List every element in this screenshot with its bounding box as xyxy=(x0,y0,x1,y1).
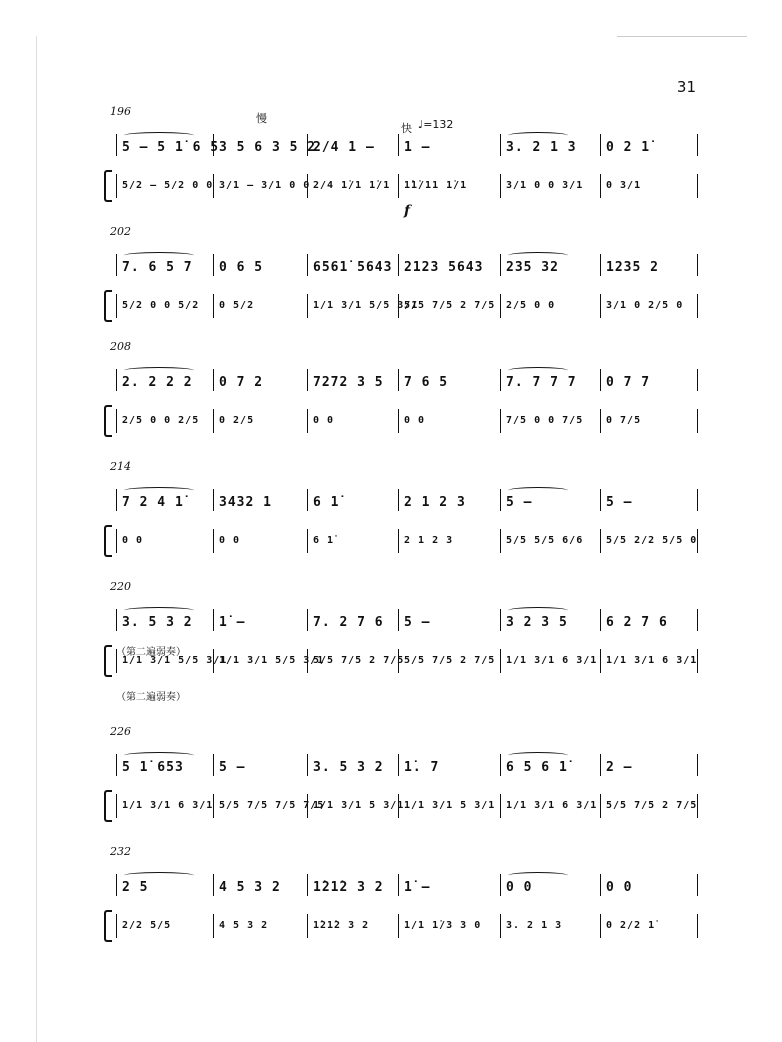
barline xyxy=(500,489,501,511)
dynamic-forte: f xyxy=(404,203,411,219)
lower-measure: 5/5 7/5 2 7/5 xyxy=(606,800,698,811)
upper-measure: 3 2 3 5 xyxy=(506,615,568,630)
barline xyxy=(600,754,601,776)
barline xyxy=(697,609,698,631)
slur xyxy=(124,252,194,259)
barline xyxy=(213,409,214,433)
slur xyxy=(124,487,194,494)
barline xyxy=(600,294,601,318)
lower-measure: 3. 2 1 3 xyxy=(506,920,563,931)
barline xyxy=(600,529,601,553)
barline xyxy=(116,609,117,631)
upper-measure: 7272 3 5 xyxy=(313,375,384,390)
upper-measure: 4 5 3 2 xyxy=(219,880,281,895)
barline xyxy=(213,369,214,391)
lower-measure: 0 7/5 xyxy=(606,415,642,426)
slur xyxy=(508,367,568,374)
barline xyxy=(398,529,399,553)
barline xyxy=(600,874,601,896)
upper-measure: 6561̇ 5643 xyxy=(313,260,393,275)
upper-measure: 5 – xyxy=(219,760,246,775)
lower-measure: 1/1 3/1 5 3/1 xyxy=(404,800,496,811)
lower-measure: 5/2 – 5/2 0 0 xyxy=(122,180,214,191)
lower-measure: 5/5 7/5 7/5 7/5 xyxy=(219,800,325,811)
barline xyxy=(307,489,308,511)
barline xyxy=(307,874,308,896)
barline xyxy=(398,254,399,276)
lower-measure: 5/5 7/5 2 7/5 xyxy=(404,655,496,666)
barline xyxy=(398,409,399,433)
lower-measure: 4 5 3 2 xyxy=(219,920,269,931)
barline xyxy=(697,409,698,433)
barline xyxy=(307,609,308,631)
barline xyxy=(600,914,601,938)
barline xyxy=(116,134,117,156)
lower-measure: 1̇1̇/11 1̇/1 xyxy=(404,180,468,191)
barline xyxy=(213,609,214,631)
lower-measure: 1/1 3/1 5/5 3/1 xyxy=(122,655,228,666)
slur xyxy=(124,367,194,374)
upper-measure: 6 2 7 6 xyxy=(606,615,668,630)
barline xyxy=(213,254,214,276)
upper-measure: 2123 5643 xyxy=(404,260,484,275)
upper-measure: 1 – xyxy=(404,140,431,155)
upper-measure: 0 7 7 xyxy=(606,375,651,390)
slur xyxy=(508,752,568,759)
upper-measure: 3 5 6 3 5 2 xyxy=(219,140,317,155)
barline xyxy=(500,754,501,776)
barline xyxy=(307,754,308,776)
barline xyxy=(116,174,117,198)
system-number: 220 xyxy=(110,580,131,593)
upper-measure: 2 1 2 3 xyxy=(404,495,466,510)
upper-measure: 2 5 xyxy=(122,880,149,895)
lower-measure: 1/1 3/1 5/5 3/1 xyxy=(219,655,325,666)
system-brace xyxy=(104,525,112,557)
upper-measure: 3. 5 3 2 xyxy=(313,760,384,775)
barline xyxy=(307,294,308,318)
performance-note-upper: （第二遍弱奏） xyxy=(116,647,186,658)
lower-measure: 0 0 xyxy=(219,535,241,546)
upper-measure: 2 – xyxy=(606,760,633,775)
upper-measure: 6 1̇ xyxy=(313,495,340,510)
barline xyxy=(213,874,214,896)
barline xyxy=(307,409,308,433)
slur xyxy=(124,607,194,614)
barline xyxy=(116,529,117,553)
lower-measure: 0 0 xyxy=(313,415,335,426)
upper-measure: 0 7 2 xyxy=(219,375,264,390)
lower-measure: 1/1 3/1 6 3/1 xyxy=(506,800,598,811)
barline xyxy=(213,914,214,938)
barline xyxy=(500,409,501,433)
tempo-slow: 慢 xyxy=(256,112,267,125)
barline xyxy=(600,369,601,391)
barline xyxy=(398,874,399,896)
system-number: 226 xyxy=(110,725,131,738)
lower-measure: 0 3/1 xyxy=(606,180,642,191)
barline xyxy=(116,254,117,276)
lower-measure: 7/5 0 0 7/5 xyxy=(506,415,584,426)
barline xyxy=(116,409,117,433)
system-number: 232 xyxy=(110,845,131,858)
barline xyxy=(500,369,501,391)
upper-measure: 5 1̇ 653 xyxy=(122,760,184,775)
lower-measure: 1̇21̇2 3 2 xyxy=(313,920,370,931)
barline xyxy=(116,874,117,896)
lower-measure: 2/4 1̇/1 1̇/1 xyxy=(313,180,391,191)
barline xyxy=(116,794,117,818)
lower-measure: 1/1 1̇/3 3 0 xyxy=(404,920,482,931)
slur xyxy=(508,132,568,139)
system-brace xyxy=(104,405,112,437)
upper-measure: 1̇21̇2 3 2 xyxy=(313,880,384,895)
lower-measure: 2/5 0 0 xyxy=(506,300,556,311)
upper-measure: 5 – 5 1̇ 6 5 xyxy=(122,140,220,155)
upper-measure: 1235 2 xyxy=(606,260,659,275)
barline xyxy=(213,489,214,511)
page-number: 31 xyxy=(676,78,696,96)
header-rule xyxy=(617,36,747,37)
barline xyxy=(600,649,601,673)
lower-measure: 2 1 2 3 xyxy=(404,535,454,546)
barline xyxy=(697,174,698,198)
performance-note-lower: （第二遍弱奏） xyxy=(116,692,186,703)
barline xyxy=(398,369,399,391)
upper-measure: 1̇ – xyxy=(404,880,431,895)
barline xyxy=(600,609,601,631)
lower-measure: 1/1 3/1 6 3/1 xyxy=(122,800,214,811)
barline xyxy=(213,754,214,776)
slur xyxy=(508,487,568,494)
barline xyxy=(600,134,601,156)
lower-measure: 0 5/2 xyxy=(219,300,255,311)
barline xyxy=(398,134,399,156)
upper-measure: 7. 2 7 6 xyxy=(313,615,384,630)
upper-measure: 7. 7 7 7 xyxy=(506,375,577,390)
barline xyxy=(500,609,501,631)
barline xyxy=(213,529,214,553)
tempo-mm: ♩=132 xyxy=(418,118,454,131)
upper-measure: 3. 2 1 3 xyxy=(506,140,577,155)
barline xyxy=(398,914,399,938)
lower-measure: 0 2/2 1̇ xyxy=(606,920,656,931)
lower-measure: 5/5 5/5 6/6 xyxy=(506,535,584,546)
upper-measure: 0 2 1̇ xyxy=(606,140,651,155)
barline xyxy=(600,794,601,818)
upper-measure: 3. 5 3 2 xyxy=(122,615,193,630)
barline xyxy=(697,294,698,318)
slur xyxy=(508,252,568,259)
system-brace xyxy=(104,290,112,322)
barline xyxy=(600,254,601,276)
system-number: 196 xyxy=(110,105,131,118)
upper-measure: 2/4 1 – xyxy=(313,140,375,155)
lower-measure: 3/1 0 0 3/1 xyxy=(506,180,584,191)
lower-measure: 2/5 0 0 2/5 xyxy=(122,415,200,426)
barline xyxy=(500,174,501,198)
upper-measure: 7 6 5 xyxy=(404,375,449,390)
barline xyxy=(600,489,601,511)
system-number: 202 xyxy=(110,225,131,238)
upper-measure: 0 0 xyxy=(506,880,533,895)
barline xyxy=(116,369,117,391)
lower-measure: 5/5 2/2 5/5 0 xyxy=(606,535,698,546)
barline xyxy=(697,369,698,391)
barline xyxy=(697,754,698,776)
system-brace xyxy=(104,790,112,822)
barline xyxy=(116,914,117,938)
barline xyxy=(600,174,601,198)
barline xyxy=(307,529,308,553)
lower-measure: 3/1 0 2/5 0 xyxy=(606,300,684,311)
system-brace xyxy=(104,910,112,942)
barline xyxy=(116,489,117,511)
barline xyxy=(697,254,698,276)
barline xyxy=(398,609,399,631)
upper-measure: 0 6 5 xyxy=(219,260,264,275)
upper-measure: 5 – xyxy=(506,495,533,510)
system-brace xyxy=(104,645,112,677)
upper-measure: 235 32 xyxy=(506,260,559,275)
barline xyxy=(500,134,501,156)
lower-measure: 1/1 3/1 5/5 3/1 xyxy=(313,300,419,311)
barline xyxy=(697,134,698,156)
barline xyxy=(307,254,308,276)
upper-measure: 1̇ – xyxy=(219,615,246,630)
slur xyxy=(124,872,194,879)
barline xyxy=(307,914,308,938)
barline xyxy=(398,174,399,198)
lower-measure: 5/2 0 0 5/2 xyxy=(122,300,200,311)
slur xyxy=(508,607,568,614)
upper-measure: 5 – xyxy=(606,495,633,510)
slur xyxy=(124,752,194,759)
upper-measure: 7. 6 5 7 xyxy=(122,260,193,275)
barline xyxy=(697,874,698,896)
barline xyxy=(398,489,399,511)
barline xyxy=(697,489,698,511)
lower-measure: 1/1 3/1 5 3/1 xyxy=(313,800,405,811)
lower-measure: 2/2 5/5 xyxy=(122,920,172,931)
upper-measure: 2. 2 2 2 xyxy=(122,375,193,390)
barline xyxy=(500,254,501,276)
system-brace xyxy=(104,170,112,202)
upper-measure: 3432 1 xyxy=(219,495,272,510)
barline xyxy=(697,914,698,938)
lower-measure: 0 2/5 xyxy=(219,415,255,426)
system-number: 214 xyxy=(110,460,131,473)
tempo-fast: 快 xyxy=(401,122,412,135)
lower-measure: 0 0 xyxy=(404,415,426,426)
barline xyxy=(307,369,308,391)
upper-measure: 1̇. 7 xyxy=(404,760,440,775)
lower-measure: 6 1̇ xyxy=(313,535,335,546)
barline xyxy=(213,294,214,318)
lower-measure: 1/1 3/1 6 3/1 xyxy=(606,655,698,666)
upper-measure: 0 0 xyxy=(606,880,633,895)
upper-measure: 7 2 4 1̇ xyxy=(122,495,184,510)
slur xyxy=(124,132,194,139)
lower-measure: 5/5 7/5 2 7/5 xyxy=(313,655,405,666)
barline xyxy=(398,754,399,776)
lower-measure: 5/5 7/5 2 7/5 xyxy=(404,300,496,311)
barline xyxy=(500,794,501,818)
lower-measure: 0 0 xyxy=(122,535,144,546)
system-number: 208 xyxy=(110,340,131,353)
barline xyxy=(500,874,501,896)
upper-measure: 6 5 6 1̇ xyxy=(506,760,568,775)
lower-measure: 3/1 – 3/1 0 0 xyxy=(219,180,311,191)
page-edge xyxy=(36,36,37,1042)
lower-measure: 1/1 3/1 6 3/1 xyxy=(506,655,598,666)
slur xyxy=(508,872,568,879)
barline xyxy=(500,649,501,673)
barline xyxy=(600,409,601,433)
barline xyxy=(116,294,117,318)
barline xyxy=(500,294,501,318)
barline xyxy=(116,754,117,776)
barline xyxy=(500,529,501,553)
upper-measure: 5 – xyxy=(404,615,431,630)
barline xyxy=(500,914,501,938)
